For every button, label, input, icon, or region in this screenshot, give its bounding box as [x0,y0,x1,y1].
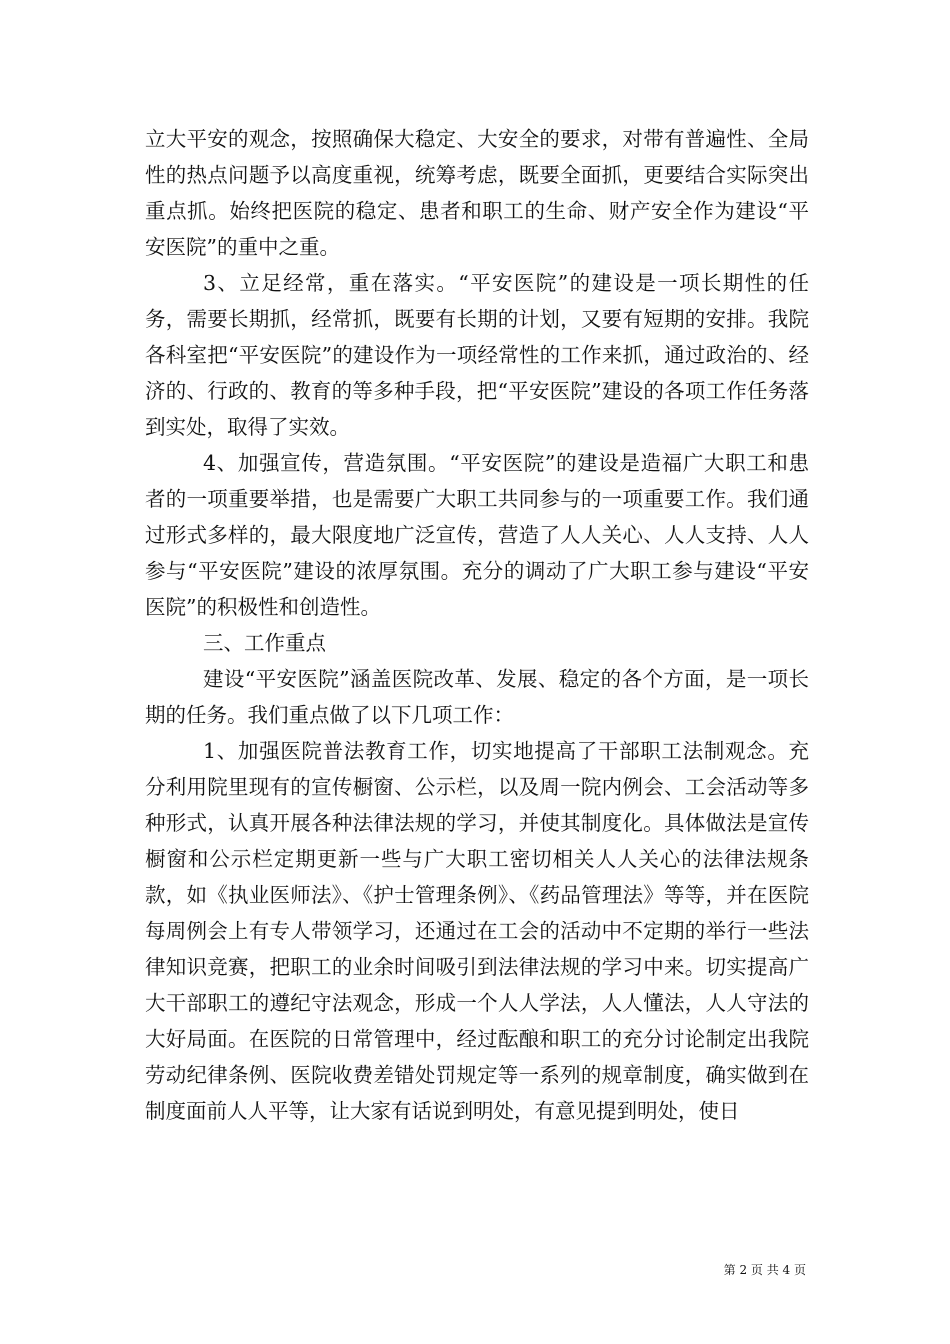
document-body [145,121,809,1129]
section-heading: 三、工作重点 [203,631,326,655]
paragraph-item-4: 4、加强宣传，营造氛围。“平安医院”的建设是造福广大职工和患者的一项重要举措，也是需要广大职工共同参与的一项重要工作。我们通过形式多样的，最大限度地广泛宣传，营造了人人关心、人人支持、人人参与“平安医院”建设的浓厚氛围。充分的调动了广大职工参与建设“平安医院”的积极性和创造性。 [145,451,809,619]
paragraph-intro: 建设“平安医院”涵盖医院改革、发展、稳定的各个方面，是一项长期的任务。我们重点做了以下几项工作： [145,667,809,727]
page-number-footer: 第 2 页 共 4 页 [723,1263,806,1277]
paragraph-item-1: 1、加强医院普法教育工作，切实地提高了干部职工法制观念。充分利用院里现有的宣传橱窗、公示栏，以及周一院内例会、工会活动等多种形式，认真开展各种法律法规的学习，并使其制度化。具体做法是宣传橱窗和公示栏定期更新一些与广大职工密切相关人人关心的法律法规条款，如《执业医师法》、《护士管理条例》、《药品管理法》等等，并在医院每周例会上有专人带领学习，还通过在工会的活动中不定期的举行一些法律知识竞赛，把职工的业余时间吸引到法律法规的学习中来。切实提高广大干部职工的遵纪守法观念，形成一个人人学法，人人懂法，人人守法的大好局面。在医院的日常管理中，经过酝酿和职工的充分讨论制定出我院劳动纪律条例、医院收费差错处罚规定等一系列的规章制度，确实做到在制度面前人人平等，让大家有话说到明处，有意见提到明处，使日 [145,739,809,1123]
paragraph-item-3: 3、立足经常，重在落实。“平安医院”的建设是一项长期性的任务，需要长期抓，经常抓，既要有长期的计划，又要有短期的安排。我院各科室把“平安医院”的建设作为一项经常性的工作来抓，通过政治的、经济的、行政的、教育的等多种手段，把“平安医院”建设的各项工作任务落到实处，取得了实效。 [145,271,809,439]
paragraph-continued: 立大平安的观念，按照确保大稳定、大安全的要求，对带有普遍性、全局性的热点问题予以高度重视，统筹考虑，既要全面抓，更要结合实际突出重点抓。始终把医院的稳定、患者和职工的生命、财产安全作为建设“平安医院”的重中之重。 [145,127,809,259]
